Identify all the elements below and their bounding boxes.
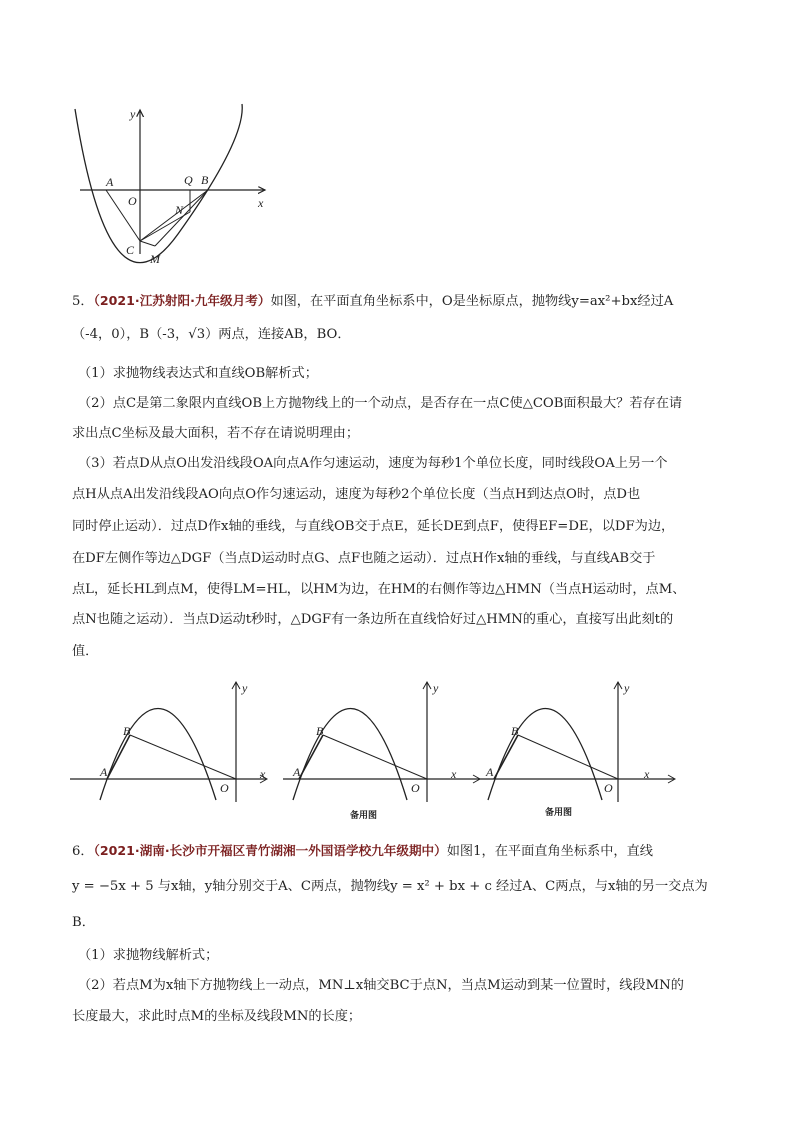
q5-part-2b — [72, 424, 732, 444]
figure-q5-main — [70, 680, 275, 820]
segment-bo — [518, 735, 618, 779]
q5-part-2a-text: （2）点C是第二象限内直线OB上方抛物线上的一个动点，是否存在一点C使△COB面积最大？若存在请 — [78, 396, 683, 411]
segment-cb — [140, 190, 208, 241]
caption: 备用图 — [350, 811, 378, 821]
label-b: B — [316, 724, 324, 738]
caption: 备用图 — [545, 808, 573, 818]
figure-q5-spare-1 — [283, 680, 488, 820]
label-n: N — [175, 203, 184, 217]
label-b: B — [123, 724, 131, 738]
label-x: x — [260, 767, 266, 781]
q5-part-3d — [72, 549, 732, 569]
q6-line-3 — [72, 913, 732, 933]
segment-ab — [494, 735, 518, 779]
segment-cm — [140, 241, 155, 246]
q6-stem-3: B． — [72, 915, 95, 930]
parabola-curve — [100, 709, 216, 801]
q6-stem-1: 如图1，在平面直角坐标系中，直线 — [446, 844, 653, 859]
label-y: y — [242, 681, 248, 695]
q5-part-3c-text: 同时停止运动）．过点D作x轴的垂线，与直线OB交于点E，延长DE到点F，使得EF=DE，以DF为边， — [72, 519, 675, 534]
label-q: Q — [184, 173, 193, 187]
label-y: y — [130, 107, 136, 121]
q5-part-3b — [72, 485, 732, 505]
label-y: y — [433, 681, 439, 695]
label-o: O — [604, 781, 613, 795]
q6-part-2a — [78, 976, 738, 996]
label-o: O — [411, 781, 420, 795]
q5-stem-2: （-4，0），B（-3，√3）两点，连接AB，BO． — [72, 327, 351, 342]
q6-part-2b — [72, 1007, 732, 1027]
q5-part-2a — [78, 394, 738, 414]
label-c: C — [126, 243, 135, 257]
label-a: A — [486, 765, 494, 779]
segment-bo — [323, 735, 427, 779]
segment-ab — [299, 735, 323, 779]
q5-part-2b-text: 求出点C坐标及最大面积，若不存在请说明理由； — [72, 426, 360, 441]
q6-part-1 — [78, 946, 738, 966]
q5-part-3a-text: （3）若点D从点O出发沿线段OA向点A作匀速运动，速度为每秒1个单位长度，同时线段OA上另一个 — [78, 456, 668, 471]
label-b: B — [511, 724, 519, 738]
q5-part-3e-text: 点L，延长HL到点M，使得LM=HL，以HM为边，在HM的右侧作等边△HMN（当点H运动时，点M、 — [72, 582, 686, 597]
q5-part-3g — [72, 642, 732, 662]
q5-number: 5． — [72, 294, 94, 309]
q5-part-3g-text: 值． — [72, 644, 99, 659]
label-x: x — [258, 196, 264, 210]
q5-part-3f — [72, 610, 732, 630]
q5-stem-1: 如图，在平面直角坐标系中，O是坐标原点，抛物线y=ax²+bx经过A — [270, 294, 674, 309]
q5-line-1 — [72, 291, 732, 312]
parabola-curve — [488, 709, 602, 801]
figure-q5-spare-2 — [478, 680, 683, 820]
q6-part-1-text: （1）求抛物线解析式； — [78, 948, 219, 963]
segment-bo — [130, 735, 236, 779]
q6-part-2a-text: （2）若点M为x轴下方抛物线上一动点，MN⊥x轴交BC于点N，当点M运动到某一位置时，线段MN的 — [78, 978, 684, 993]
figure-parabola-top — [60, 104, 280, 274]
label-x: x — [644, 767, 650, 781]
q5-part-3b-text: 点H从点A出发沿线段AO向点O作匀速运动，速度为每秒2个单位长度（当点H到达点O时，点D也 — [72, 487, 641, 502]
label-y: y — [624, 681, 630, 695]
q5-source: （2021·江苏射阳·九年级月考） — [93, 293, 271, 308]
label-x: x — [451, 767, 457, 781]
parabola-curve — [75, 104, 242, 263]
q5-part-3e — [72, 580, 732, 600]
label-m: M — [150, 252, 160, 266]
q5-part-3f-text: 点N也随之运动）．当点D运动t秒时，△DGF有一条边所在直线恰好过△HMN的重心，直接写出此刻t的 — [72, 612, 674, 627]
segment-ab — [107, 735, 130, 779]
q5-part-3d-text: 在DF左侧作等边△DGF（当点D运动时点G、点F也随之运动）．过点H作x轴的垂线，与直线AB交于 — [72, 551, 656, 566]
label-a: A — [106, 175, 114, 189]
q6-part-2b-text: 长度最大，求此时点M的坐标及线段MN的长度； — [72, 1009, 362, 1024]
q5-part-3c — [72, 517, 732, 537]
q6-number: 6． — [72, 844, 94, 859]
label-b: B — [201, 173, 209, 187]
q6-line-2 — [72, 877, 732, 897]
q5-part-1 — [78, 364, 738, 384]
label-o: O — [220, 781, 229, 795]
q5-line-2 — [72, 325, 732, 345]
label-a: A — [100, 765, 108, 779]
q6-source: （2021·湖南·长沙市开福区青竹湖湘一外国语学校九年级期中） — [93, 843, 447, 858]
q5-part-3a — [78, 454, 738, 474]
segment-mb — [155, 190, 208, 246]
parabola-curve — [293, 709, 407, 801]
q6-stem-2: y = −5x + 5 与x轴，y轴分别交于A、C两点，抛物线y = x² + bx + c 经过A、C两点，与x轴的另一交点为 — [72, 879, 708, 894]
label-o: O — [128, 194, 137, 208]
label-a: A — [293, 765, 301, 779]
q6-line-1 — [72, 841, 732, 862]
q5-part-1-text: （1）求抛物线表达式和直线OB解析式； — [78, 366, 318, 381]
